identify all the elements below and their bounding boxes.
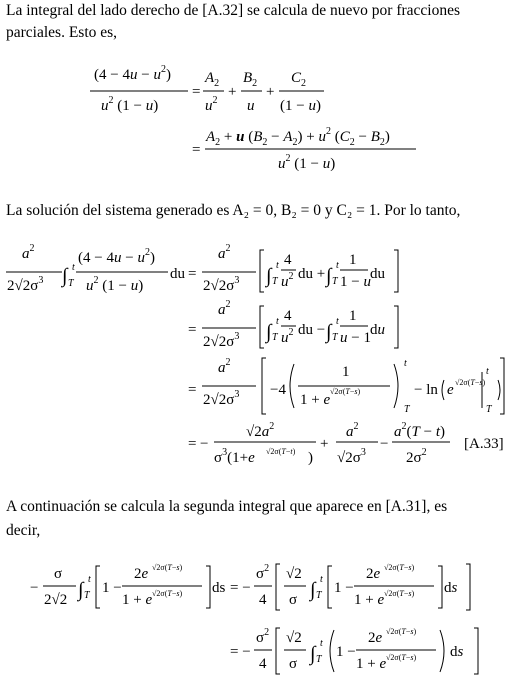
svg-text:=: = (188, 322, 197, 338)
svg-text:a2: $a^2$ (346, 421, 359, 440)
svg-text:u2: $u^2$ (205, 95, 218, 114)
svg-text:√2σ(T−s): √2σ(T−s) (330, 387, 361, 396)
svg-text:T: T (272, 276, 278, 287)
svg-text:du: du (170, 266, 185, 282)
svg-text:√2: √2 (286, 566, 302, 582)
svg-text:(4 − 4u − u2): $(4 - 4u - u^2)$ (94, 64, 171, 83)
svg-text:4: 4 (284, 252, 292, 268)
svg-text:σ2: $\sigma^2$ (256, 627, 270, 646)
svg-text:∫: ∫ (310, 643, 316, 665)
svg-text:1: 1 (349, 252, 357, 268)
svg-text:√2: √2 (286, 630, 302, 646)
svg-text:=: = (188, 436, 197, 452)
svg-text:u2 (1 − u): $u^2$ (1 − u) (101, 95, 159, 114)
svg-text:a2: $a^2$ (22, 243, 35, 262)
equation-tag-a33: [A.33] (464, 436, 504, 452)
svg-text:−: − (380, 436, 389, 452)
svg-text:1: 1 (349, 308, 357, 324)
svg-text:du −: du − (298, 322, 326, 338)
svg-text:t: t (320, 574, 323, 585)
svg-text:T: T (68, 278, 74, 289)
svg-text:= −: = − (230, 644, 251, 660)
svg-text:∫: ∫ (266, 265, 272, 287)
svg-text:T: T (316, 654, 322, 665)
solution-paragraph: La solución del sistema generado es A₂ = 0, B₂ = 0 y C₂ = 1. Por lo tanto, (6, 202, 461, 219)
svg-text:2σ2: $2\sigma^2$ (406, 447, 427, 466)
svg-text:√2σ3: $√2\sigma^3$ (337, 447, 366, 466)
svg-text:t: t (320, 638, 323, 649)
svg-text:4: 4 (259, 656, 267, 672)
svg-text:T: T (332, 276, 338, 287)
svg-text:A2 + u (B2 − A2) + u2 (C2 − B2: $A_2 + u$ $(B_2 - A_2) + u^2$ $(C_2 - B_2)$ (206, 126, 390, 148)
svg-text:√2σ(T−s): √2σ(T−s) (384, 589, 415, 598)
svg-text:B2: $B_2$ (243, 70, 258, 89)
svg-text:T: T (316, 590, 322, 601)
svg-text:1 + e: 1 + e (300, 392, 331, 408)
svg-text:t: t (336, 260, 339, 271)
svg-text:T: T (272, 332, 278, 343)
svg-text:2e: 2e (368, 630, 383, 646)
svg-text:4: 4 (259, 592, 267, 608)
svg-text:∫: ∫ (62, 265, 68, 287)
svg-text:√2σ(T−s): √2σ(T−s) (386, 627, 417, 636)
svg-text:a2: $a^2$ (218, 357, 231, 376)
svg-text:2√2: 2√2 (44, 592, 68, 608)
svg-text:√2σ(T−s): √2σ(T−s) (152, 589, 183, 598)
svg-text:t: t (72, 262, 75, 273)
svg-text:): ) (308, 450, 313, 466)
svg-text:ds: ds (444, 580, 458, 596)
svg-text:a2(T − t): $a^2(T - t)$ (394, 421, 445, 440)
svg-text:= −: = − (230, 580, 251, 596)
svg-text:+: + (266, 84, 275, 100)
svg-text:2√2σ3: $2√2\sigma^3$ (203, 389, 240, 408)
integral-equation-svg (4, 242, 504, 478)
svg-text:ds: ds (450, 644, 464, 660)
svg-text:√2σ(T−s): √2σ(T−s) (386, 653, 417, 662)
svg-text:T: T (332, 332, 338, 343)
svg-text:+: + (228, 84, 237, 100)
svg-text:2√2σ3: $2√2\sigma^3$ (7, 275, 44, 294)
svg-text:√2σ(T−t): √2σ(T−t) (266, 447, 296, 456)
svg-text:u: u (247, 98, 255, 114)
svg-text:∫: ∫ (78, 579, 84, 601)
svg-text:A2: $A_2$ (205, 70, 220, 89)
svg-text:− ln: − ln (414, 382, 438, 398)
svg-text:=: = (188, 266, 197, 282)
svg-text:C2: $C_2$ (291, 70, 307, 89)
svg-text:1 + e: 1 + e (356, 656, 387, 672)
svg-text:du +: du + (298, 266, 326, 282)
svg-text:a2: $a^2$ (218, 299, 231, 318)
svg-text:−: − (30, 580, 39, 596)
svg-text:√2σ(T−s): √2σ(T−s) (152, 563, 183, 572)
svg-text:∫: ∫ (326, 321, 332, 343)
svg-text:u2 (1 − u): $u^2$ (1 − u) (86, 275, 144, 294)
svg-text:−4: −4 (270, 382, 286, 398)
second-integral-equation (30, 560, 490, 690)
svg-text:a2: $a^2$ (218, 243, 231, 262)
svg-text:σ: σ (289, 592, 298, 608)
svg-text:du: du (370, 266, 385, 282)
svg-text:=: = (192, 142, 201, 158)
integral-equation-a33 (4, 242, 504, 478)
svg-text:1 + e: 1 + e (122, 592, 153, 608)
svg-text:=: = (188, 382, 197, 398)
svg-text:√2a2: $√2a^2$ (246, 421, 275, 440)
continuation-paragraph-line-1: A continuación se calcula la segunda integral que aparece en [A.31], es (6, 498, 448, 515)
svg-text:T: T (404, 404, 410, 415)
svg-text:σ2: $\sigma^2$ (256, 563, 270, 582)
second-integral-svg (30, 560, 490, 690)
svg-text:σ3(1+e: $\sigma^3(1+e$ (214, 447, 255, 466)
svg-text:+: + (320, 436, 329, 452)
svg-text:∫: ∫ (326, 265, 332, 287)
svg-text:√2σ(T−s): √2σ(T−s) (384, 563, 415, 572)
svg-text:t: t (88, 574, 91, 585)
svg-text:t: t (404, 358, 407, 369)
svg-text:−: − (200, 436, 209, 452)
svg-text:2√2σ3: $2√2\sigma^3$ (203, 331, 240, 350)
svg-text:1: 1 (342, 364, 350, 380)
svg-text:1 −: 1 − (334, 580, 354, 596)
intro-paragraph-line-2: parciales. Esto es, (6, 24, 118, 41)
svg-text:(1 − u): (1 − u) (280, 98, 321, 114)
svg-text:t: t (336, 316, 339, 327)
svg-text:4: 4 (284, 308, 292, 324)
svg-text:(4 − 4u − u2): $(4 - 4u - u^2)$ (78, 247, 155, 266)
partial-fraction-svg (88, 62, 428, 174)
svg-text:T: T (84, 590, 90, 601)
svg-text:∫: ∫ (266, 321, 272, 343)
continuation-paragraph-line-2: decir, (6, 522, 41, 539)
svg-text:t: t (276, 316, 279, 327)
svg-text:σ: σ (54, 566, 63, 582)
svg-text:2√2σ3: $2√2\sigma^3$ (203, 275, 240, 294)
svg-text:u2: $u^2$ (281, 271, 294, 290)
svg-text:σ: σ (289, 656, 298, 672)
svg-text:1 −: 1 − (102, 580, 122, 596)
svg-text:u2: $u^2$ (281, 327, 294, 346)
intro-paragraph-line-1: La integral del lado derecho de [A.32] se calcula de nuevo por fracciones (6, 2, 461, 19)
svg-text:du: du (370, 322, 385, 338)
svg-text:2e: 2e (134, 566, 149, 582)
svg-text:ds: ds (212, 580, 226, 596)
svg-text:=: = (192, 84, 201, 100)
svg-text:T: T (486, 404, 492, 415)
svg-text:1 + e: 1 + e (354, 592, 385, 608)
svg-text:√2σ(T−s): √2σ(T−s) (455, 378, 486, 387)
partial-fraction-equation (88, 62, 428, 174)
svg-text:t: t (276, 260, 279, 271)
svg-text:2e: 2e (366, 566, 381, 582)
svg-text:u − 1: u − 1 (340, 330, 371, 346)
svg-text:∫: ∫ (310, 579, 316, 601)
svg-text:t: t (486, 366, 489, 377)
svg-text:e: e (447, 382, 454, 398)
svg-text:1 − u: 1 − u (340, 274, 371, 290)
svg-text:u2 (1 − u): $u^2$ (1 − u) (278, 153, 336, 172)
svg-text:1 −: 1 − (336, 644, 356, 660)
